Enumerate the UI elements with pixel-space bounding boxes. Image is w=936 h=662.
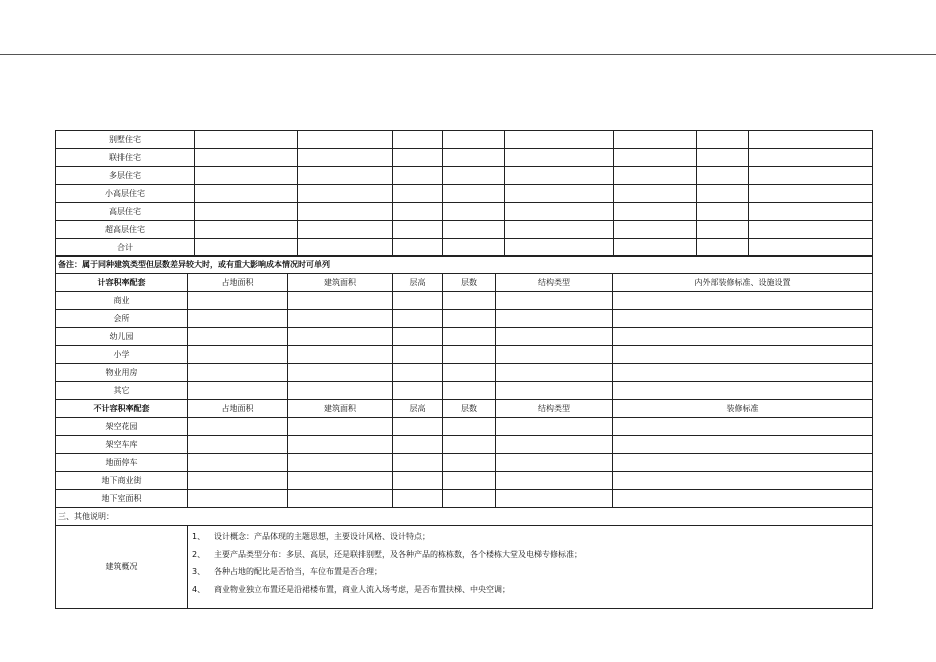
cell[interactable] [393,490,443,508]
cell[interactable] [393,221,443,239]
cell[interactable] [505,221,614,239]
cell[interactable] [393,364,443,382]
row-label: 地面停车 [56,454,188,472]
cell[interactable] [505,149,614,167]
cell[interactable] [613,292,873,310]
cell[interactable] [443,221,505,239]
cell[interactable] [298,149,393,167]
column-header: 结构类型 [496,400,613,418]
table-row [56,292,873,310]
table-row-total [56,239,873,257]
cell[interactable] [697,239,749,257]
cell[interactable] [505,167,614,185]
cell[interactable] [749,167,873,185]
cell[interactable] [496,328,613,346]
cell[interactable] [393,328,443,346]
column-header: 建筑面积 [288,400,393,418]
cell[interactable] [393,239,443,257]
cell[interactable] [443,203,505,221]
cell[interactable] [613,454,873,472]
cell[interactable] [697,221,749,239]
cell[interactable] [393,346,443,364]
cell[interactable] [393,310,443,328]
cell[interactable] [393,185,443,203]
cell[interactable] [496,418,613,436]
column-header: 结构类型 [496,274,613,292]
table-row [56,221,873,239]
cell[interactable] [697,167,749,185]
cell[interactable] [496,292,613,310]
table-row [56,382,873,400]
note-item [192,563,868,581]
row-label: 合计 [56,239,195,257]
cell[interactable] [288,310,393,328]
cell[interactable] [188,436,288,454]
cell[interactable] [613,382,873,400]
note-number: 4、 [192,584,206,594]
cell[interactable] [697,149,749,167]
cell[interactable] [443,454,496,472]
note-item [192,546,868,564]
remark-row [56,256,873,274]
cell[interactable] [443,346,496,364]
table-row [56,436,873,454]
cell[interactable] [613,490,873,508]
cell[interactable] [749,221,873,239]
note-number: 2、 [192,549,206,559]
cell[interactable] [496,454,613,472]
cell[interactable] [443,364,496,382]
cell[interactable] [288,292,393,310]
column-header: 层高 [393,274,443,292]
cell[interactable] [443,131,505,149]
note-text: 主要产品类型分布：多层、高层，还是联排别墅，及各种产品的栋栋数，各个楼栋大堂及电梯专修标准； [214,549,582,559]
table-row [56,490,873,508]
other-notes-title-row [56,508,873,526]
row-label: 架空花园 [56,418,188,436]
cell[interactable] [288,364,393,382]
cell[interactable] [195,185,298,203]
building-overview-row [56,526,873,609]
cell[interactable] [613,418,873,436]
column-header: 占地面积 [188,400,288,418]
table-row [56,185,873,203]
cell[interactable] [393,292,443,310]
cell[interactable] [443,185,505,203]
row-label: 架空车库 [56,436,188,454]
table-row [56,149,873,167]
cell[interactable] [749,185,873,203]
cell[interactable] [393,382,443,400]
cell[interactable] [443,328,496,346]
cell[interactable] [443,239,505,257]
cell[interactable] [443,310,496,328]
cell[interactable] [496,346,613,364]
non-plot-ratio-header: 不计容积率配套 [56,400,188,418]
building-overview-notes [188,526,873,609]
cell[interactable] [496,436,613,454]
row-label: 会所 [56,310,188,328]
table-row [56,203,873,221]
cell[interactable] [443,418,496,436]
cell[interactable] [697,131,749,149]
cell[interactable] [613,436,873,454]
cell[interactable] [443,490,496,508]
header-rule [0,54,936,55]
cell[interactable] [613,310,873,328]
cell[interactable] [613,364,873,382]
cell[interactable] [188,418,288,436]
table-row [56,454,873,472]
column-header: 层数 [443,274,496,292]
cell[interactable] [749,239,873,257]
cell[interactable] [613,346,873,364]
cell[interactable] [505,239,614,257]
cell[interactable] [443,292,496,310]
cell[interactable] [288,418,393,436]
note-item [192,528,868,546]
cell[interactable] [505,203,614,221]
column-header: 层高 [393,400,443,418]
note-item [192,581,868,599]
cell[interactable] [443,382,496,400]
cell[interactable] [195,239,298,257]
cell[interactable] [195,167,298,185]
row-label: 地下室面积 [56,490,188,508]
note-number: 1、 [192,532,206,541]
cell[interactable] [443,436,496,454]
cell[interactable] [496,490,613,508]
note-text: 设计概念：产品体现的主题思想，主要设计风格、设计特点； [214,532,430,541]
cell[interactable] [188,490,288,508]
cell[interactable] [298,185,393,203]
column-header: 装修标准 [613,400,873,418]
row-label: 小高层住宅 [56,185,195,203]
cell[interactable] [188,346,288,364]
row-label: 超高层住宅 [56,221,195,239]
cell[interactable] [393,472,443,490]
cell[interactable] [496,382,613,400]
cell[interactable] [393,149,443,167]
cell[interactable] [288,436,393,454]
cell[interactable] [496,472,613,490]
cell[interactable] [697,185,749,203]
cell[interactable] [288,454,393,472]
cell[interactable] [195,221,298,239]
non-plot-ratio-header-row [56,400,873,418]
cell[interactable] [195,203,298,221]
row-label: 其它 [56,382,188,400]
table-row [56,131,873,149]
remark-text: 备注：属于同种建筑类型但层数差异较大时，或有重大影响成本情况时可单列 [56,256,873,274]
row-label: 地下商业街 [56,472,188,490]
table-row [56,346,873,364]
cell[interactable] [749,149,873,167]
building-overview-label: 建筑概况 [56,526,188,609]
cell[interactable] [443,472,496,490]
cell[interactable] [188,472,288,490]
column-header: 层数 [443,400,496,418]
table-row [56,167,873,185]
cell[interactable] [393,131,443,149]
cell[interactable] [614,221,697,239]
cell[interactable] [188,454,288,472]
cell[interactable] [188,292,288,310]
table-row [56,364,873,382]
row-label: 高层住宅 [56,203,195,221]
cell[interactable] [298,131,393,149]
cell[interactable] [614,149,697,167]
cell[interactable] [614,131,697,149]
cell[interactable] [393,203,443,221]
row-label: 幼儿园 [56,328,188,346]
other-notes-title: 三、其他说明： [56,508,873,526]
cell[interactable] [697,203,749,221]
column-header: 内外部装修标准、设施设置 [613,274,873,292]
cell[interactable] [614,185,697,203]
cell[interactable] [613,472,873,490]
cell[interactable] [195,131,298,149]
cell[interactable] [749,131,873,149]
table-row [56,328,873,346]
table-row [56,310,873,328]
note-number: 3、 [192,567,206,576]
cell[interactable] [443,167,505,185]
cell[interactable] [749,203,873,221]
row-label: 联排住宅 [56,149,195,167]
cell[interactable] [393,167,443,185]
facilities-table [55,255,873,508]
residential-types-table [55,130,873,257]
cell[interactable] [195,149,298,167]
cell[interactable] [298,221,393,239]
cell[interactable] [505,131,614,149]
row-label: 物业用房 [56,364,188,382]
row-label: 商业 [56,292,188,310]
note-text: 各种占地的配比是否恰当，车位布置是否合理； [214,567,382,576]
cell[interactable] [288,472,393,490]
cell[interactable] [288,328,393,346]
column-header: 建筑面积 [288,274,393,292]
cell[interactable] [288,490,393,508]
cell[interactable] [298,203,393,221]
cell[interactable] [188,328,288,346]
cell[interactable] [393,418,443,436]
cell[interactable] [614,167,697,185]
cell[interactable] [496,364,613,382]
cell[interactable] [188,382,288,400]
cell[interactable] [443,149,505,167]
cell[interactable] [298,239,393,257]
cell[interactable] [298,167,393,185]
column-header: 占地面积 [188,274,288,292]
cell[interactable] [288,382,393,400]
cell[interactable] [288,346,393,364]
cell[interactable] [613,328,873,346]
cell[interactable] [393,454,443,472]
cell[interactable] [505,185,614,203]
cell[interactable] [614,203,697,221]
cell[interactable] [188,364,288,382]
row-label: 别墅住宅 [56,131,195,149]
row-label: 多层住宅 [56,167,195,185]
table-row [56,472,873,490]
note-text: 商业物业独立布置还是沿裙楼布置，商业人流入场考虑，是否布置扶梯、中央空调； [214,584,510,594]
cell[interactable] [614,239,697,257]
plot-ratio-header-row [56,274,873,292]
cell[interactable] [496,310,613,328]
plot-ratio-header: 计容积率配套 [56,274,188,292]
cell[interactable] [393,436,443,454]
other-notes-table [55,507,873,609]
row-label: 小学 [56,346,188,364]
table-row [56,418,873,436]
cell[interactable] [188,310,288,328]
